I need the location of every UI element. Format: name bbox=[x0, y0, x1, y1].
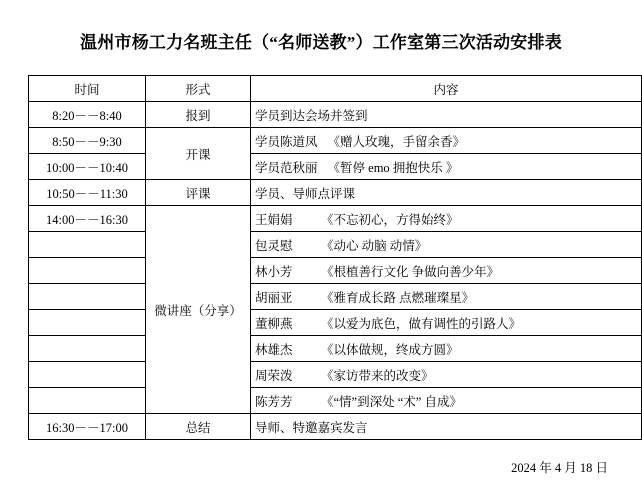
table-row bbox=[29, 128, 642, 154]
table-row bbox=[29, 362, 642, 388]
table-row bbox=[29, 310, 642, 336]
cell-time: 10:50－－11:30 bbox=[29, 180, 146, 206]
cell-time bbox=[29, 310, 146, 336]
table-row bbox=[29, 388, 642, 414]
cell-content bbox=[251, 128, 642, 154]
table-row bbox=[29, 180, 642, 206]
document-page bbox=[0, 28, 642, 502]
cell-time bbox=[29, 362, 146, 388]
cell-talk: 《雅育成长路 点燃璀璨星》 bbox=[321, 290, 475, 305]
table-row bbox=[29, 102, 642, 128]
cell-time bbox=[29, 284, 146, 310]
cell-speaker: 包灵慰 bbox=[255, 238, 293, 253]
cell-talk: 《根植善行文化 争做向善少年》 bbox=[321, 264, 500, 279]
cell-content: 导师、特邀嘉宾发言 bbox=[251, 414, 642, 440]
cell-form: 评课 bbox=[146, 180, 251, 206]
cell-time: 14:00－－16:30 bbox=[29, 206, 146, 232]
cell-time bbox=[29, 388, 146, 414]
cell-talk: 《暂停 emo 拥抱快乐 》 bbox=[327, 160, 459, 175]
schedule-table bbox=[28, 75, 642, 440]
cell-time bbox=[29, 232, 146, 258]
cell-content bbox=[251, 154, 642, 180]
cell-time: 8:50－－9:30 bbox=[29, 128, 146, 154]
cell-speaker: 王娟娟 bbox=[255, 212, 293, 227]
cell-form: 微讲座（分享） bbox=[146, 206, 251, 414]
cell-form: 开课 bbox=[146, 128, 251, 180]
cell-content bbox=[251, 388, 642, 414]
column-header-form: 形式 bbox=[146, 76, 251, 102]
column-header-time: 时间 bbox=[29, 76, 146, 102]
cell-form: 总结 bbox=[146, 414, 251, 440]
cell-talk: 《赠人玫瑰，手留余香》 bbox=[327, 134, 466, 149]
cell-content bbox=[251, 336, 642, 362]
table-row bbox=[29, 258, 642, 284]
table-row bbox=[29, 154, 642, 180]
cell-talk: 《以爱为底色，做有调性的引路人》 bbox=[321, 316, 522, 331]
cell-content: 学员、导师点评课 bbox=[251, 180, 642, 206]
table-row bbox=[29, 284, 642, 310]
cell-content: 学员到达会场并签到 bbox=[251, 102, 642, 128]
table-header-row bbox=[29, 76, 642, 102]
cell-talk: 《不忘初心，方得始终》 bbox=[321, 212, 459, 227]
table-row bbox=[29, 232, 642, 258]
cell-time: 16:30－－17:00 bbox=[29, 414, 146, 440]
cell-content bbox=[251, 284, 642, 310]
cell-speaker: 林雄杰 bbox=[255, 342, 293, 357]
cell-talk: 《动心 动脑 动情》 bbox=[321, 238, 428, 253]
cell-time bbox=[29, 258, 146, 284]
column-header-content: 内容 bbox=[251, 76, 642, 102]
cell-speaker: 学员范秋丽 bbox=[255, 160, 318, 175]
cell-talk: 《家访带来的改变》 bbox=[321, 368, 434, 383]
cell-speaker: 林小芳 bbox=[255, 264, 293, 279]
cell-speaker: 周荣泼 bbox=[255, 368, 293, 383]
table-row bbox=[29, 414, 642, 440]
cell-time: 10:00－－10:40 bbox=[29, 154, 146, 180]
cell-time: 8:20－－8:40 bbox=[29, 102, 146, 128]
cell-speaker: 学员陈道凤 bbox=[255, 134, 318, 149]
cell-content bbox=[251, 362, 642, 388]
table-row bbox=[29, 336, 642, 362]
cell-speaker: 胡丽亚 bbox=[255, 290, 293, 305]
table-row bbox=[29, 206, 642, 232]
cell-content bbox=[251, 258, 642, 284]
cell-talk: 《“情”到深处 “术” 自成》 bbox=[321, 394, 462, 409]
cell-content bbox=[251, 232, 642, 258]
cell-content bbox=[251, 310, 642, 336]
cell-time bbox=[29, 336, 146, 362]
cell-talk: 《以体做规，终成方圆》 bbox=[321, 342, 459, 357]
page-title: 温州市杨工力名班主任（“名师送教”）工作室第三次活动安排表 bbox=[80, 33, 562, 52]
cell-content bbox=[251, 206, 642, 232]
document-date: 2024 年 4 月 18 日 bbox=[511, 461, 608, 475]
cell-form: 报到 bbox=[146, 102, 251, 128]
cell-speaker: 陈芳芳 bbox=[255, 394, 293, 409]
cell-speaker: 董柳燕 bbox=[255, 316, 293, 331]
